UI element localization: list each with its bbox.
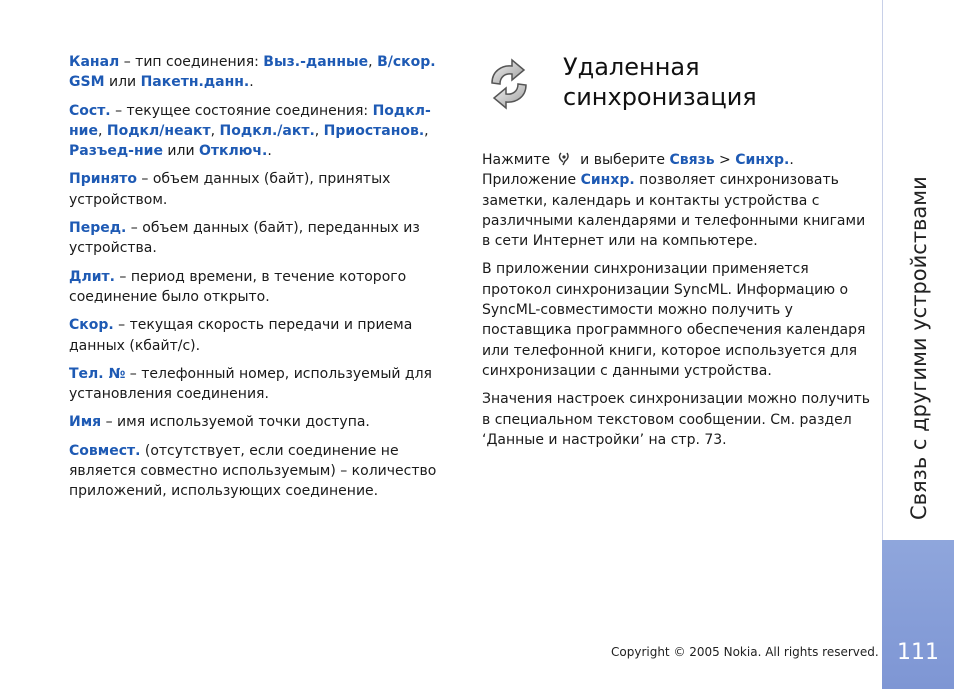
def-item-state: Сост. – текущее состояние соединения: Подкл-ние, Подкл/неакт, Подкл./акт., Приостанов., Разъед-ние или Отключ.. bbox=[69, 102, 431, 160]
term: Имя bbox=[69, 414, 102, 431]
page-number-box bbox=[882, 540, 954, 689]
term: Сост. bbox=[69, 102, 111, 119]
chapter-title: Связь с другими устройствами bbox=[907, 176, 931, 520]
chapter-tab bbox=[882, 0, 954, 689]
def-item-sent: Перед. – объем данных (байт), переданных из устройства. bbox=[69, 220, 420, 257]
section-header bbox=[482, 52, 872, 150]
def-item-shared: Совмест. (отсутствует, если соединение не является совместно используемым) – количество приложений, использующих соединение. bbox=[69, 442, 437, 500]
def-item-duration: Длит. – период времени, в течение которого соединение было открыто. bbox=[69, 268, 407, 305]
def-item-speed: Скор. – текущая скорость передачи и приема данных (кбайт/с). bbox=[69, 317, 413, 354]
term: Длит. bbox=[69, 268, 115, 285]
paragraph-protocol: В приложении синхронизации применяется протокол синхронизации SyncML. Информацию о SyncML-совместимости можно получить у поставщика программного обеспечения календаря или телефонной книги, которое используется для синхронизации с данными устройства. bbox=[482, 261, 866, 379]
def-item-channel: Канал – тип соединения: Выз.-данные, В/скор. GSM или Пакетн.данн.. bbox=[69, 54, 436, 91]
term: Перед. bbox=[69, 220, 127, 237]
paragraph-intro: Нажмите и выберите Связь > Синхр.. Приложение Синхр. позволяет синхронизовать заметки, календарь и контакты устройства с различными календарями и телефонными книгами в сети Интернет или на компьютере. bbox=[482, 152, 866, 250]
copyright-notice: Copyright © 2005 Nokia. All rights reserved. bbox=[611, 645, 879, 659]
sync-section bbox=[482, 52, 872, 458]
term: Тел. № bbox=[69, 365, 126, 382]
sync-icon bbox=[482, 57, 536, 111]
term: Скор. bbox=[69, 317, 114, 334]
page-title: Удаленная синхронизация bbox=[563, 53, 757, 111]
term: Совмест. bbox=[69, 442, 141, 459]
term: Принято bbox=[69, 171, 137, 188]
section-body bbox=[482, 150, 872, 450]
page-number: 111 bbox=[897, 640, 939, 665]
chapter-label-area bbox=[882, 0, 954, 540]
def-item-name: Имя – имя используемой точки доступа. bbox=[69, 414, 370, 431]
paragraph-settings: Значения настроек синхронизации можно получить в специальном текстовом сообщении. См. раздел ‘Данные и настройки’ на стр. 73. bbox=[482, 391, 871, 448]
term: Канал bbox=[69, 54, 120, 70]
def-item-received: Принято – объем данных (байт), принятых устройством. bbox=[69, 171, 391, 208]
def-item-phone: Тел. № – телефонный номер, используемый для установления соединения. bbox=[69, 365, 432, 403]
menu-key-icon bbox=[556, 151, 572, 167]
definitions-list bbox=[69, 52, 461, 510]
